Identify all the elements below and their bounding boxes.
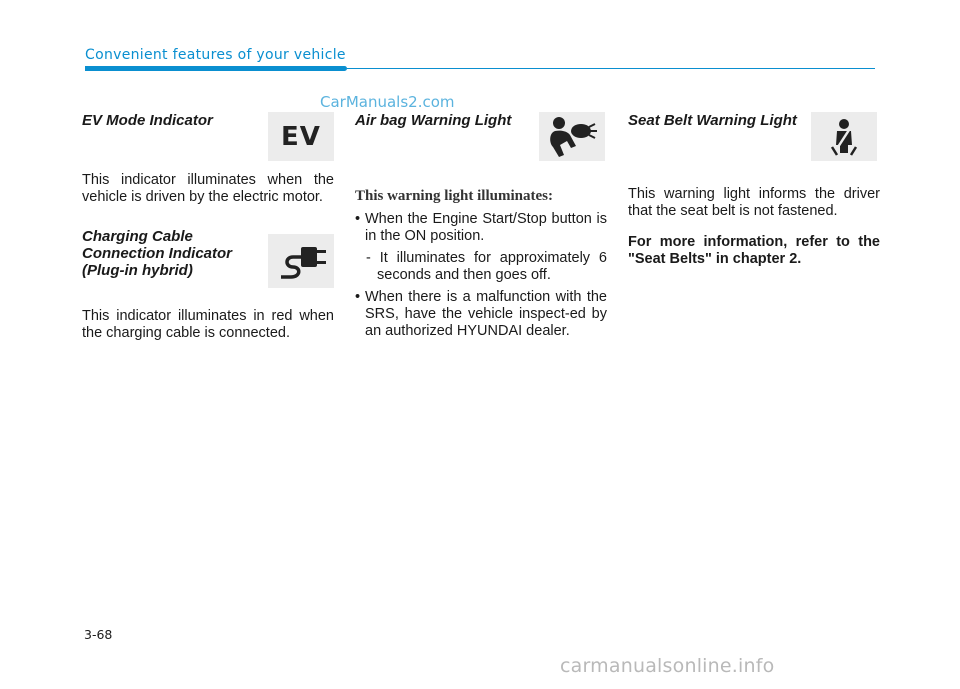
airbag-heading: Air bag Warning Light <box>355 112 512 129</box>
airbag-bullet-list <box>355 211 607 340</box>
footer-watermark: carmanualsonline.info <box>560 655 775 677</box>
charging-description: This indicator illuminates in red when the charging cable is connected. <box>82 308 334 341</box>
airbag-person-icon <box>545 115 599 159</box>
ev-mode-description: This indicator illuminates when the vehicle is driven by the electric motor. <box>82 172 334 205</box>
airbag-subpoint-1: - It illuminates for approximately 6 seconds and then goes off. <box>366 250 607 283</box>
airbag-bullet-2: When there is a malfunction with the SRS, have the vehicle inspect-ed by an authorized HYUNDAI dealer. <box>365 289 607 339</box>
list-item <box>355 211 607 284</box>
plug-icon <box>275 241 327 281</box>
seatbelt-person-icon <box>824 117 864 157</box>
seat-belt-warning-icon <box>811 112 877 161</box>
airbag-warning-icon <box>539 112 605 161</box>
seatbelt-reference-note: For more information, refer to the "Seat Belts" in chapter 2. <box>628 234 880 267</box>
list-item <box>355 289 607 340</box>
header-rule <box>347 68 875 69</box>
column-airbag <box>355 110 607 340</box>
ev-mode-icon <box>268 112 334 161</box>
charging-heading-line2: Connection Indicator <box>82 245 232 262</box>
seatbelt-heading: Seat Belt Warning Light <box>628 112 797 129</box>
seatbelt-description: This warning light informs the driver that the seat belt is not fastened. <box>628 186 880 219</box>
watermark-link[interactable]: CarManuals2.com <box>320 93 455 111</box>
airbag-subheading: This warning light illuminates: <box>355 188 553 204</box>
airbag-bullet-1: When the Engine Start/Stop button is in the ON position. <box>365 211 607 244</box>
charging-heading-line3: (Plug-in hybrid) <box>82 262 193 279</box>
column-seatbelt <box>628 110 880 268</box>
charging-cable-icon <box>268 234 334 288</box>
header-accent-bar <box>85 66 347 71</box>
ev-icon-label: EV <box>281 121 321 152</box>
column-ev-charging <box>82 110 334 342</box>
charging-heading-line1: Charging Cable <box>82 228 193 245</box>
ev-mode-heading: EV Mode Indicator <box>82 112 213 129</box>
page-number: 3-68 <box>84 627 113 642</box>
section-title: Convenient features of your vehicle <box>85 47 346 63</box>
